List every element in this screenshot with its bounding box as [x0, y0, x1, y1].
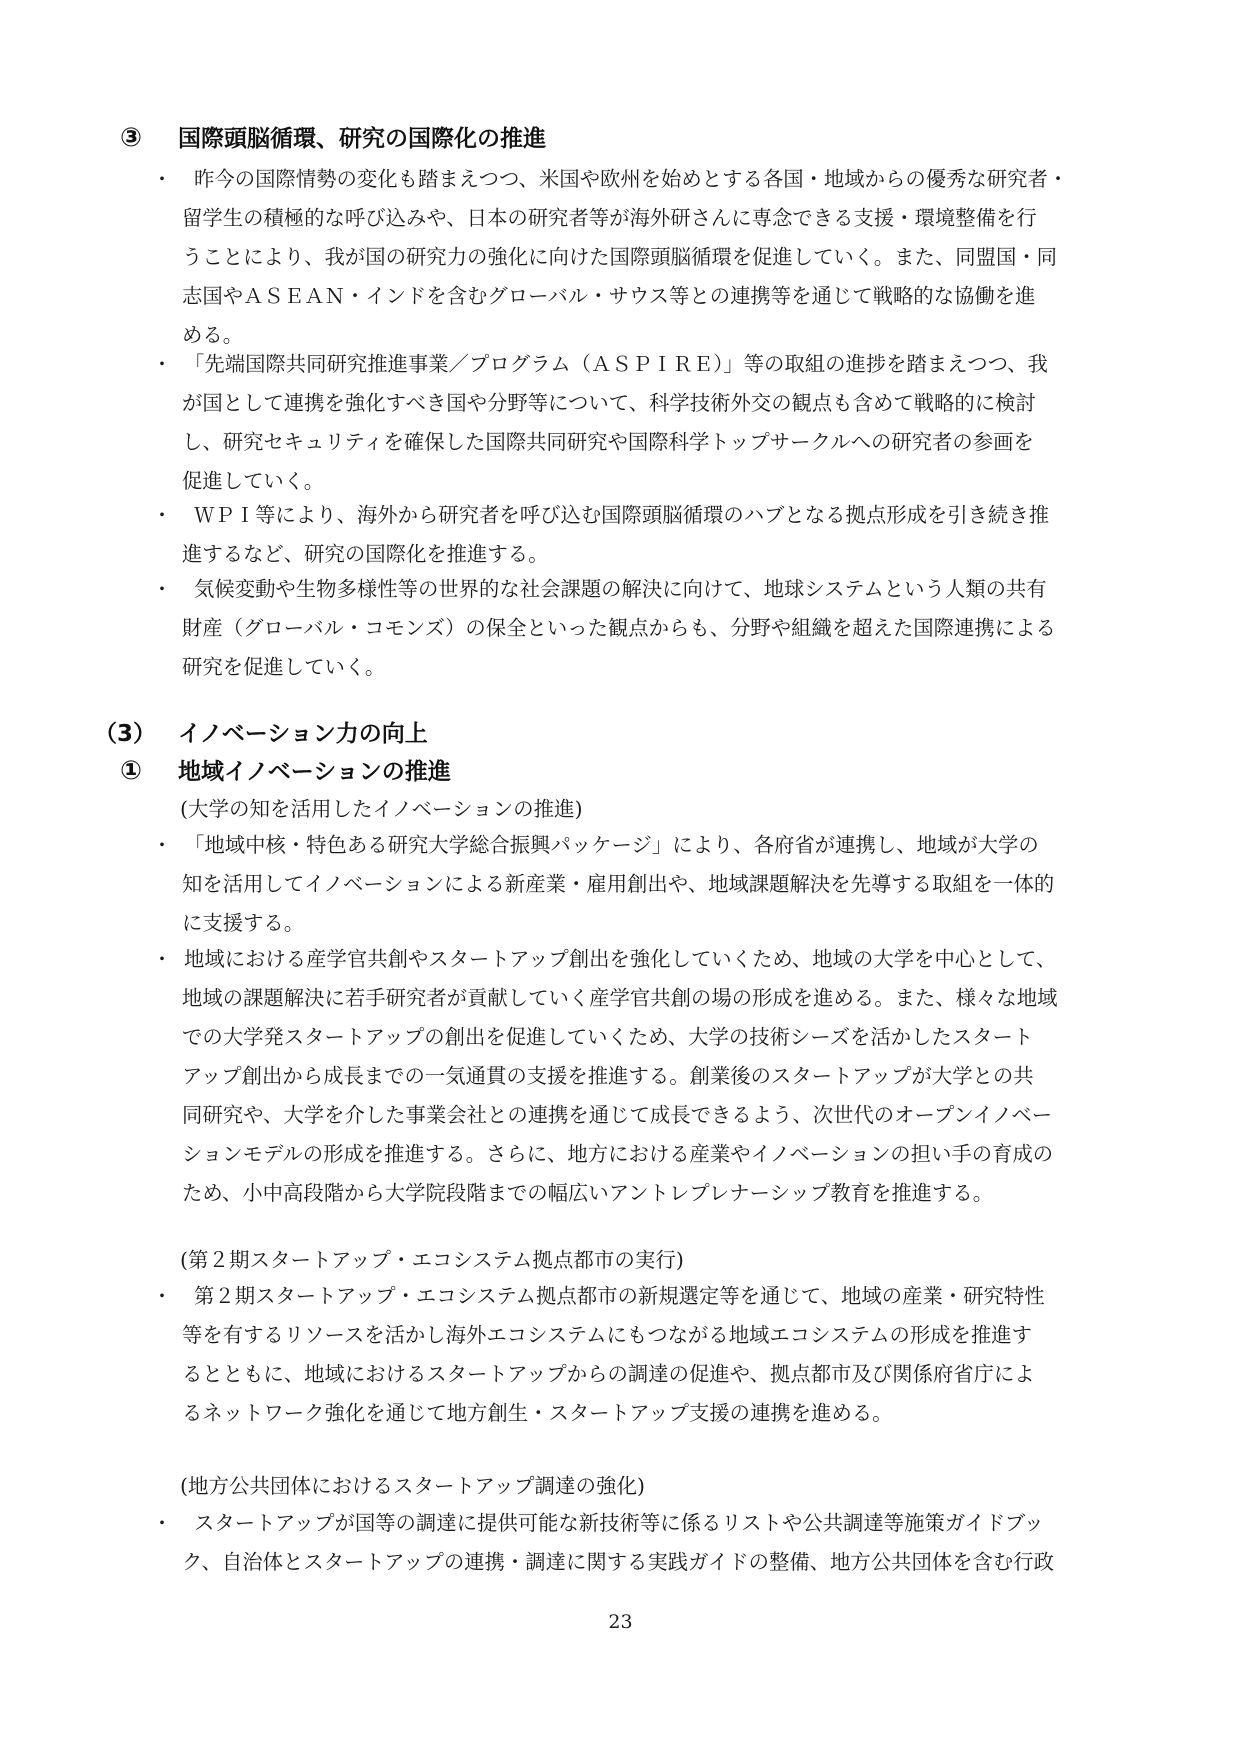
- bullet-dot: ・: [152, 352, 172, 376]
- text-line: 昨今の国際情勢の変化も踏まえつつ、米国や欧州を始めとする各国・地域からの優秀な研究者・: [194, 167, 1069, 191]
- bullet-text: [182, 570, 1152, 687]
- text-line: 「地域中核・特色ある研究大学総合振興パッケージ」により、各府省が連携し、地域が大学の: [184, 833, 1039, 857]
- text-line: に支援する。: [182, 911, 305, 935]
- section-heading-innovation: [94, 718, 428, 750]
- text-line: 等を有するリソースを活かし海外エコシステムにもつながる地域エコシステムの形成を推進す: [182, 1323, 1032, 1347]
- text-line: るとともに、地域におけるスタートアップからの調達の促進や、拠点都市及び関係府省庁によ: [182, 1362, 1035, 1386]
- bullet-text: [182, 826, 1152, 943]
- section-number: ③: [120, 123, 143, 153]
- text-line: ため、小中高段階から大学院段階までの幅広いアントレプレナーシップ教育を推進する。: [182, 1181, 994, 1205]
- text-line: 留学生の積極的な呼び込みや、日本の研究者等が海外研さんに専念できる支援・環境整備を行: [182, 206, 1037, 230]
- section-title: 国際頭脳循環、研究の国際化の推進: [178, 126, 546, 152]
- bullet-dot: ・: [152, 833, 172, 857]
- text-line: 財産（グローバル・コモンズ）の保全といった観点からも、分野や組織を超えた国際連携による: [182, 616, 1056, 640]
- text-line: が国として連携を強化すべき国や分野等について、科学技術外交の観点も含めて戦略的に検討: [182, 391, 1036, 415]
- text-line: での大学発スタートアップの創出を促進していくため、大学の技術シーズを活かしたスタート: [182, 1025, 1034, 1049]
- subheading: (第２期スタートアップ・エコシステム拠点都市の実行): [180, 1248, 684, 1272]
- text-line: ク、自治体とスタートアップの連携・調達に関する実践ガイドの整備、地方公共団体を含む行政: [182, 1550, 1054, 1574]
- bullet-text: [182, 160, 1152, 355]
- section-number: （3）: [94, 721, 157, 747]
- text-line: 研究を促進していく。: [182, 655, 386, 679]
- bullet-dot: ・: [152, 503, 172, 527]
- text-line: し、研究セキュリティを確保した国際共同研究や国際科学トップサークルへの研究者の参画を: [182, 430, 1034, 454]
- bullet-dot: ・: [152, 1511, 172, 1535]
- section-heading-3: [120, 122, 546, 155]
- text-line: ＷＰＩ等により、海外から研究者を呼び込む国際頭脳循環のハブとなる拠点形成を引き続き推: [194, 503, 1050, 527]
- bullet-text: [182, 940, 1152, 1213]
- text-line: 進するなど、研究の国際化を推進する。: [182, 542, 549, 566]
- text-line: ションモデルの形成を推進する。さらに、地方における産業やイノベーションの担い手の育成の: [182, 1142, 1054, 1166]
- text-line: 知を活用してイノベーションによる新産業・雇用創出や、地域課題解決を先導する取組を一体的: [182, 872, 1055, 896]
- text-line: うことにより、我が国の研究力の強化に向けた国際頭脳循環を促進していく。また、同盟国・同: [182, 245, 1058, 269]
- subheading: (地方公共団体におけるスタートアップ調達の強化): [180, 1474, 645, 1498]
- text-line: 「先端国際共同研究推進事業／プログラム（ＡＳＰＩＲＥ）」等の取組の進捗を踏まえつつ、我: [184, 352, 1048, 376]
- section-number: ①: [120, 756, 143, 786]
- text-line: 志国やＡＳＥＡＮ・インドを含むグローバル・サウス等との連携等を通じて戦略的な協働を進: [182, 284, 1036, 308]
- bullet-text: [182, 1277, 1152, 1433]
- text-line: める。: [182, 323, 244, 347]
- subheading: (大学の知を活用したイノベーションの推進): [180, 797, 583, 821]
- text-line: アップ創出から成長までの一気通貫の支援を推進する。創業後のスタートアップが大学との共: [182, 1064, 1034, 1088]
- section-title: 地域イノベーションの推進: [178, 759, 451, 785]
- text-line: 第２期スタートアップ・エコシステム拠点都市の新規選定等を通じて、地域の産業・研究特性: [194, 1284, 1045, 1308]
- text-line: 同研究や、大学を介した事業会社との連携を通じて成長できるよう、次世代のオープンイノベー: [182, 1103, 1053, 1127]
- text-line: 地域における産学官共創やスタートアップ創出を強化していくため、地域の大学を中心として、: [184, 947, 1057, 971]
- bullet-dot: ・: [152, 1284, 172, 1308]
- bullet-dot: ・: [152, 167, 172, 191]
- text-line: るネットワーク強化を通じて地方創生・スタートアップ支援の連携を進める。: [182, 1401, 893, 1425]
- text-line: 促進していく。: [182, 469, 325, 493]
- bullet-text: [182, 496, 1152, 574]
- page-number: 23: [608, 1611, 633, 1633]
- text-line: スタートアップが国等の調達に提供可能な新技術等に係るリストや公共調達等施策ガイドブッ: [194, 1511, 1044, 1535]
- bullet-dot: ・: [152, 577, 172, 601]
- bullet-dot: ・: [152, 947, 172, 971]
- text-line: 気候変動や生物多様性等の世界的な社会課題の解決に向けて、地球システムという人類の共有: [194, 577, 1047, 601]
- bullet-text: [182, 345, 1152, 501]
- section-heading-1: [120, 755, 451, 788]
- bullet-text: [182, 1504, 1152, 1582]
- text-line: 地域の課題解決に若手研究者が貢献していく産学官共創の場の形成を進める。また、様々な地域: [182, 986, 1058, 1010]
- section-title: イノベーション力の向上: [178, 721, 428, 747]
